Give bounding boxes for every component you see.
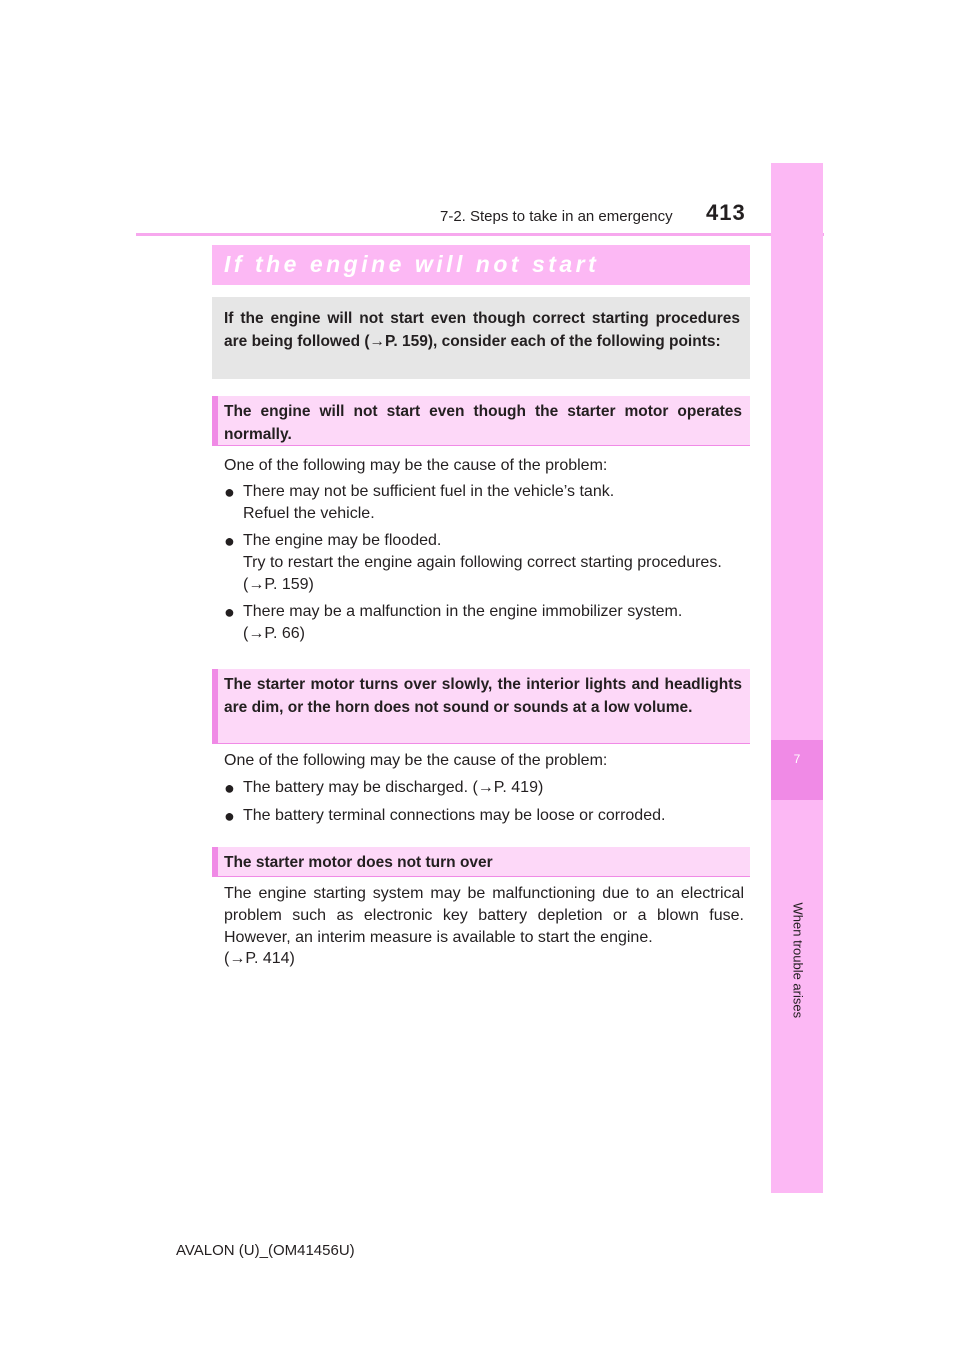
section2-heading: The starter motor turns over slowly, the interior lights and headlights are dim, or the horn does not sound or sounds at a low volume. <box>224 676 742 716</box>
document-footer: AVALON (U)_(OM41456U) <box>176 1242 355 1259</box>
intro-box <box>212 297 750 379</box>
bullet-icon: ● <box>224 778 235 798</box>
chapter-number-tab <box>771 740 823 800</box>
section1-heading: The engine will not start even though the starter motor operates normally. <box>224 403 742 443</box>
page-title: If the engine will not start <box>224 251 600 277</box>
section2-lead: One of the following may be the cause of the problem: <box>224 752 608 769</box>
page-title-banner <box>212 245 750 285</box>
section-label: 7-2. Steps to take in an emergency <box>440 208 673 225</box>
section1-heading-box <box>212 396 750 446</box>
bullet-icon: ● <box>224 602 235 622</box>
section2-heading-box <box>212 669 750 744</box>
bullet-icon: ● <box>224 531 235 551</box>
section3-heading-box <box>212 847 750 877</box>
section3-body: The engine starting system may be malfunctioning due to an electrical problem such as electronic key battery depletion or a blown fuse. However, an interim measure is available to start the engine. <box>224 885 744 946</box>
bullet-line: The battery terminal connections may be loose or corroded. <box>243 807 666 824</box>
bullet-line: Try to restart the engine again following correct starting procedures. <box>243 554 722 571</box>
bullet-line: There may be a malfunction in the engine immobilizer system. <box>243 603 683 620</box>
list-item <box>224 805 746 827</box>
section3-reference: (→P. 414) <box>224 950 295 967</box>
chapter-title: When trouble arises <box>790 902 806 1019</box>
bullet-line: Refuel the vehicle. <box>243 505 375 522</box>
chapter-side-tab <box>771 163 823 1193</box>
chapter-number: 7 <box>793 752 801 766</box>
list-item <box>224 481 746 525</box>
section3-heading: The starter motor does not turn over <box>224 854 493 871</box>
intro-text: If the engine will not start even though correct starting procedures are being followed (→P. 159), consider each of the following points: <box>224 310 740 350</box>
page-number: 413 <box>706 200 746 225</box>
bullet-line: The battery may be discharged. (→P. 419) <box>243 779 544 796</box>
list-item <box>224 601 746 645</box>
bullet-line: (→P. 159) <box>243 576 314 593</box>
section1-lead: One of the following may be the cause of the problem: <box>224 457 608 474</box>
bullet-icon: ● <box>224 806 235 826</box>
bullet-line: (→P. 66) <box>243 625 305 642</box>
list-item <box>224 777 746 799</box>
bullet-line: The engine may be flooded. <box>243 532 442 549</box>
bullet-line: There may not be sufficient fuel in the vehicle’s tank. <box>243 483 615 500</box>
bullet-icon: ● <box>224 482 235 502</box>
list-item <box>224 530 746 596</box>
header-divider <box>136 233 824 236</box>
